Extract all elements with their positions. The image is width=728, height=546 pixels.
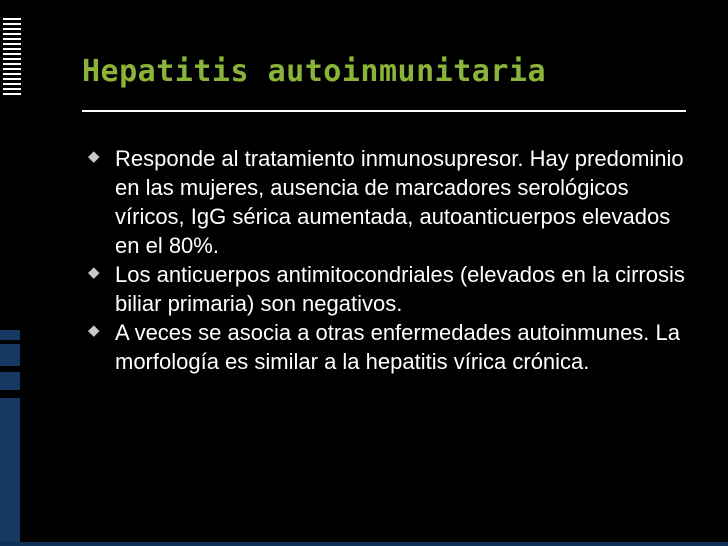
bottom-accent-bar <box>0 542 728 546</box>
title-underline <box>82 110 686 112</box>
edge-block <box>0 398 20 546</box>
slide-left-edge-decoration <box>0 0 24 546</box>
edge-block <box>0 330 20 340</box>
bullet-item <box>88 144 688 260</box>
edge-stripes <box>3 18 21 98</box>
bullet-item <box>88 318 688 376</box>
bullet-text: Responde al tratamiento inmunosupresor. Hay predominio en las mujeres, ausencia de marcadores serológicos víricos, IgG sérica aumentada, autoanticuerpos elevados en el 80%. <box>115 146 684 258</box>
diamond-bullet-icon: ◆ <box>88 322 100 339</box>
edge-block <box>0 344 20 366</box>
edge-block <box>0 372 20 390</box>
diamond-bullet-icon: ◆ <box>88 148 100 165</box>
slide-title: Hepatitis autoinmunitaria <box>82 54 547 89</box>
diamond-bullet-icon: ◆ <box>88 264 100 281</box>
bullet-item <box>88 260 688 318</box>
bullet-text: Los anticuerpos antimitocondriales (elevados en la cirrosis biliar primaria) son negativos. <box>115 262 685 316</box>
bullet-list <box>88 144 688 376</box>
bullet-text: A veces se asocia a otras enfermedades autoinmunes. La morfología es similar a la hepatitis vírica crónica. <box>115 320 681 374</box>
